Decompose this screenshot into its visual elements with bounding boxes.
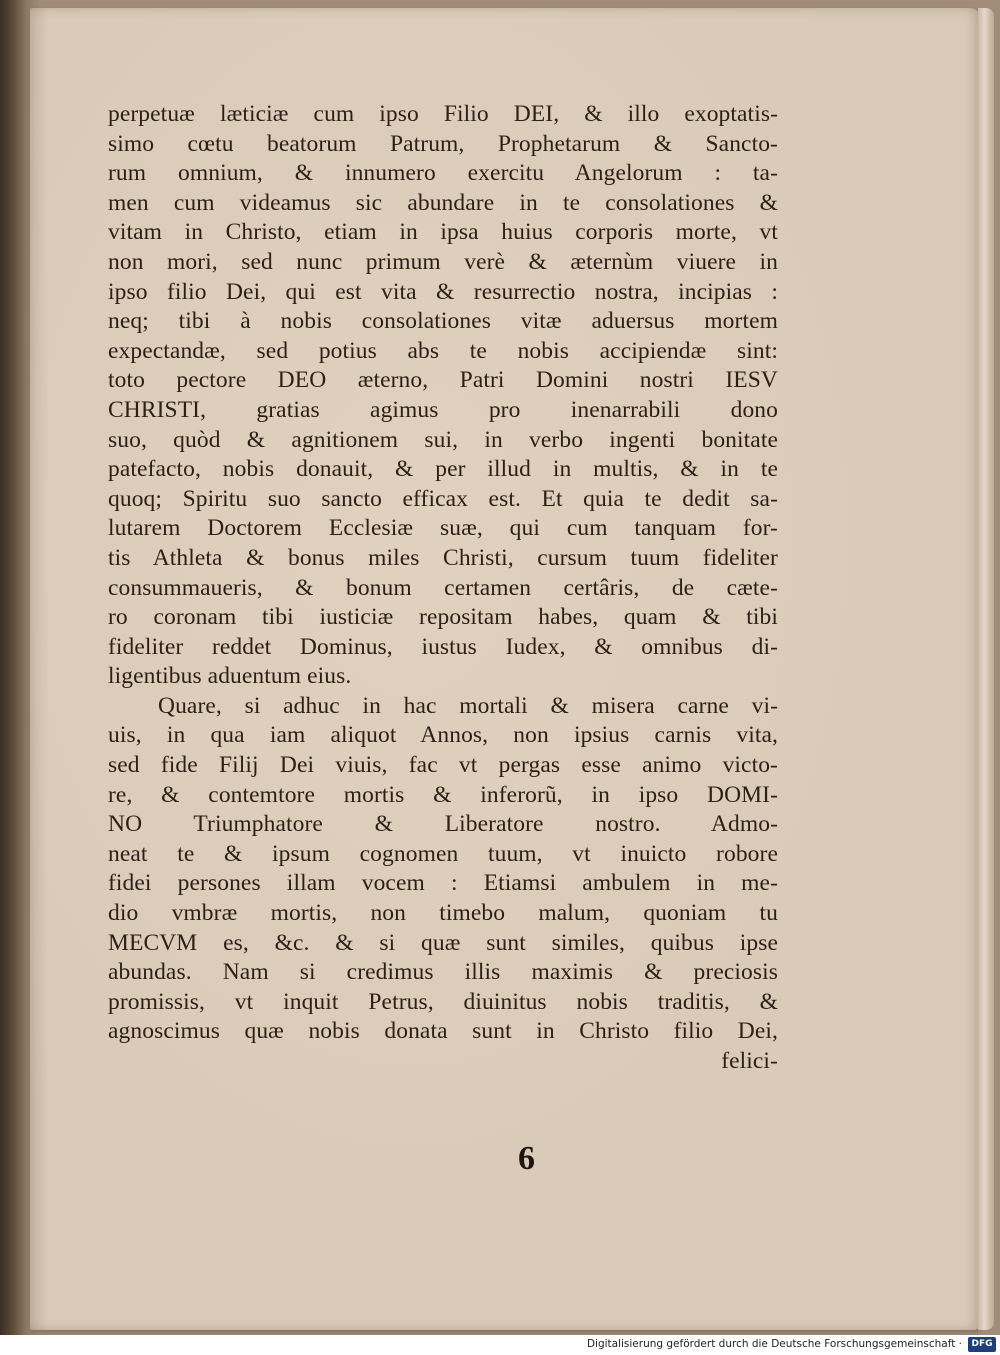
text-line: fideliter reddet Dominus, iustus Iudex, & omnibus di- (108, 633, 778, 660)
text-line: consummaueris, & bonum certamen certâris, de cæte- (108, 574, 778, 601)
page-edge (978, 8, 994, 1330)
text-line: MECVM es, &c. & si quæ sunt similes, quibus ipse (108, 929, 778, 956)
text-line: rum omnium, & innumero exercitu Angelorum : ta- (108, 160, 778, 187)
text-line: neat te & ipsum cognomen tuum, vt inuicto robore (108, 840, 778, 867)
text-line: agnoscimus quæ nobis donata sunt in Christo filio Dei, (108, 1018, 778, 1045)
text-line: vitam in Christo, etiam in ipsa huius corporis morte, vt (108, 219, 778, 246)
body-text (108, 100, 778, 1077)
text-line: men cum videamus sic abundare in te consolationes & (108, 189, 778, 216)
funding-credit: Digitalisierung gefördert durch die Deutsche Forschungsgemeinschaft · (586, 1338, 962, 1350)
text-line: fidei persones illam vocem : Etiamsi ambulem in me- (108, 870, 778, 897)
text-line: CHRISTI, gratias agimus pro inenarrabili dono (108, 396, 778, 423)
catchword: felici- (721, 1048, 778, 1074)
text-line: lutarem Doctorem Ecclesiæ suæ, qui cum tanquam for- (108, 515, 778, 542)
footer-bar (0, 1335, 1000, 1355)
text-line: NO Triumphatore & Liberatore nostro. Admo- (108, 811, 778, 838)
text-line: suo, quòd & agnitionem sui, in verbo ingenti bonitate (108, 426, 778, 453)
text-line: uis, in qua iam aliquot Annos, non ipsius carnis vita, (108, 722, 778, 749)
text-line: ipso filio Dei, qui est vita & resurrectio nostra, incipias : (108, 278, 778, 305)
text-line: ro coronam tibi iusticiæ repositam habes, quam & tibi (108, 604, 778, 631)
text-line: perpetuæ læticiæ cum ipso Filio DEI, & illo exoptatis- (108, 101, 778, 127)
text-line: dio vmbræ mortis, non timebo malum, quoniam tu (108, 900, 778, 927)
text-line: abundas. Nam si credimus illis maximis & preciosis (108, 959, 778, 986)
text-line: expectandæ, sed potius abs te nobis accipiendæ sint: (108, 337, 778, 364)
text-line: sed fide Filij Dei viuis, fac vt pergas esse animo victo- (108, 752, 778, 779)
dfg-logo-icon: DFG (968, 1337, 996, 1352)
text-line: tis Athleta & bonus miles Christi, cursum tuum fideliter (108, 544, 778, 571)
text-line: ligentibus aduentum eius. (108, 663, 352, 690)
text-line: neq; tibi à nobis consolationes vitæ aduersus mortem (108, 308, 778, 335)
text-line: patefacto, nobis donauit, & per illud in multis, & in te (108, 456, 778, 483)
text-line: re, & contemtore mortis & inferorũ, in ipso DOMI- (108, 781, 778, 808)
text-line: simo cœtu beatorum Patrum, Prophetarum & Sancto- (108, 130, 778, 157)
paragraph-start-line: Quare, si adhuc in hac mortali & misera carne vi- (158, 692, 778, 719)
text-line: promissis, vt inquit Petrus, diuinitus nobis traditis, & (108, 988, 778, 1015)
text-line: quoq; Spiritu suo sancto efficax est. Et quia te dedit sa- (108, 485, 778, 512)
page-number: 6 (518, 1140, 535, 1177)
text-line: toto pectore DEO æterno, Patri Domini nostri IESV (108, 367, 778, 394)
text-line: non mori, sed nunc primum verè & æternùm viuere in (108, 248, 778, 275)
